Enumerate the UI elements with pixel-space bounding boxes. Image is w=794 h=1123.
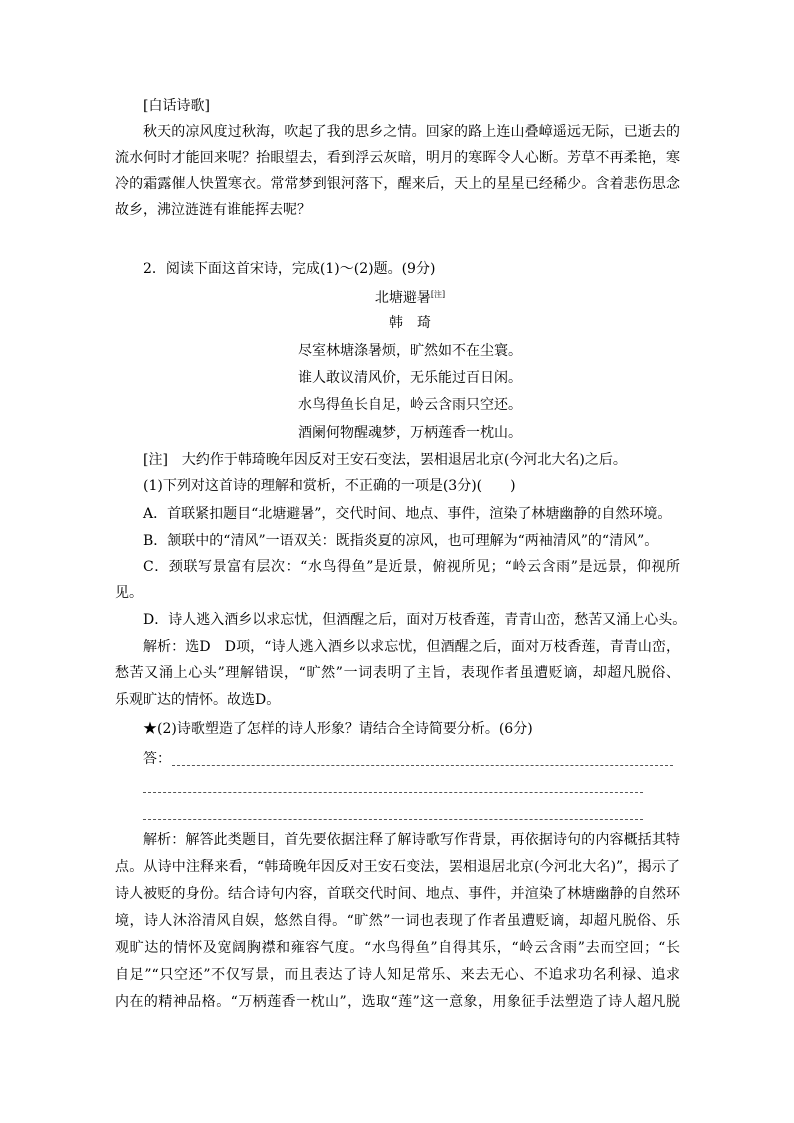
answer-line[interactable]	[143, 819, 643, 820]
poem-author: 韩 琦	[389, 315, 431, 331]
answer-line[interactable]	[143, 792, 643, 793]
sub1-analysis-line: 乐观旷达的情怀。故选D。	[115, 692, 281, 708]
option-a: A．首联紧扣题目“北塘避暑”，交代时间、地点、事件，渲染了林塘幽静的自然环境。	[143, 506, 672, 522]
poem-title	[0, 284, 794, 309]
option-d: D．诗人逃入酒乡以求忘忧，但酒醒之后，面对万枝香莲，青青山峦，愁苦又涌上心头。	[143, 612, 687, 628]
subquestion-2: ★(2)诗歌塑造了怎样的诗人形象？请结合全诗简要分析。(6分)	[143, 721, 533, 737]
poem-line: 谁人敢议清风价，无乐能过百日闲。	[298, 370, 522, 386]
sub2-analysis-line: 诗人被贬的身份。结合诗句内容，首联交代时间、地点、事件，并渲染了林塘幽静的自然环	[115, 886, 680, 902]
poem-line: 水鸟得鱼长自足，岭云含雨只空还。	[298, 397, 522, 413]
poem-line: 酒阑何物醒魂梦，万柄莲香一枕山。	[298, 425, 522, 441]
sub1-analysis-line: 解析：选D D项，“诗人逃入酒乡以求忘忧，但酒醒之后，面对万枝香莲，青青山峦，	[143, 639, 680, 655]
question-prompt: 2．阅读下面这首宋诗，完成(1)～(2)题。(9分)	[143, 261, 436, 277]
translation-line: 冷的霜露催人快置寒衣。常常梦到银河落下，醒来后，天上的星星已经稀少。含着悲伤思念	[115, 176, 680, 192]
sub1-analysis-line: 愁苦又涌上心头”理解错误，“旷然”一词表明了主旨，表现作者虽遭贬谪，却超凡脱俗、	[115, 665, 680, 681]
answer-label: 答：	[143, 751, 171, 767]
poem-note: [注] 大约作于韩琦晚年因反对王安石变法，罢相退居北京(今河北大名)之后。	[143, 452, 627, 468]
option-b: B．颔联中的“清风”一语双关：既指炎夏的凉风，也可理解为“两袖清风”的“清风”。	[143, 533, 659, 549]
sub2-analysis-line: 境，诗人沐浴清风自娱，悠然自得。“旷然”一词也表现了作者虽遭贬谪，却超凡脱俗、乐	[115, 913, 680, 929]
subquestion-1: (1)下列对这首诗的理解和赏析，不正确的一项是(3分)( )	[143, 478, 516, 494]
sub2-analysis-line: 自足”“只空还”不仅写景，而且表达了诗人知足常乐、来去无心、不追求功名利禄、追求	[115, 967, 680, 983]
translation-line: 流水何时才能回来呢？抬眼望去，看到浮云灰暗，明月的寒晖令人心断。芳草不再柔艳，寒	[115, 150, 680, 166]
translation-line: 秋天的凉风度过秋海，吹起了我的思乡之情。回家的路上连山叠嶂遥远无际，已逝去的	[143, 124, 680, 140]
sub2-analysis-line: 观旷达的情怀及宽阔胸襟和雍容气度。“水鸟得鱼”自得其乐，“岭云含雨”去而空回；“长	[115, 940, 680, 956]
sub2-analysis-line: 点。从诗中注释来看，“韩琦晚年因反对王安石变法，罢相退居北京(今河北大名)”，揭示了	[115, 859, 680, 875]
option-c: C．颈联写景富有层次：“水鸟得鱼”是近景，俯视所见；“岭云含雨”是远景，仰视所	[143, 559, 680, 575]
poem-line: 尽室林塘涤暑烦，旷然如不在尘寰。	[298, 343, 522, 359]
answer-line[interactable]	[172, 765, 673, 766]
translation-line: 故乡，沸泣涟涟有谁能挥去呢？	[115, 202, 311, 218]
sub2-analysis-line: 解析：解答此类题目，首先要依据注释了解诗歌写作背景，再依据诗句的内容概括其特	[143, 832, 680, 848]
option-c-cont: 见。	[115, 585, 143, 601]
poem-title-text: 北塘避暑	[374, 290, 431, 306]
poem-note-mark: [注]	[430, 290, 446, 299]
sub2-analysis-line: 内在的精神品格。“万柄莲香一枕山”，选取“莲”这一意象，用象征手法塑造了诗人超凡脱	[115, 994, 680, 1010]
translation-header: [白话诗歌]	[143, 98, 210, 114]
